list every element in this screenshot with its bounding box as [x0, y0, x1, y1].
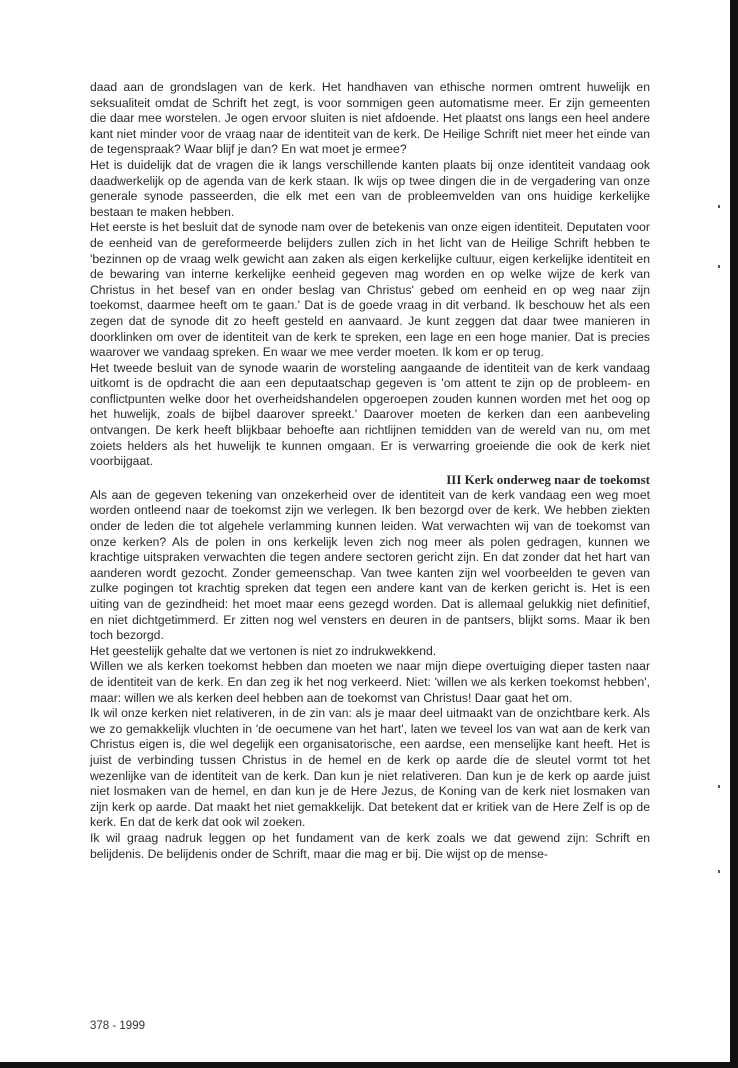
paragraph: Het tweede besluit van de synode waarin de worsteling aangaande de identiteit van de kerk vandaag uitkomt is de opdracht die aan een deputaatschap gegeven is 'om attent te zijn op de probleem- en conflictpunten welke door het overheidshandelen opgeroepen zouden kunnen worden met het oog op het huwelijk, zoals de bijbel daarover spreekt.' Daarover moeten de kerken dan een aanbeveling ontvangen. De kerk heeft blijkbaar behoefte aan richtlijnen temidden van de wereld van nu, om met zoiets helders als het huwelijk te kunnen omgaan. Er is verwarring groeiende die ook de kerk niet voorbijgaat.	[90, 360, 650, 469]
page-edge-bottom	[0, 1062, 738, 1068]
paragraph: Willen we als kerken toekomst hebben dan moeten we naar mijn diepe overtuiging dieper tasten naar de identiteit van de kerk. En dan zeg ik het nog verkeerd. Niet: 'willen we als kerken toekomst hebben', maar: willen we als kerken deel hebben aan de toekomst van Christus! Daar gaat het om.	[90, 659, 650, 705]
paragraph: daad aan de grondslagen van de kerk. Het handhaven van ethische normen omtrent huwelijk en seksualiteit omdat de Schrift het zegt, is voor sommigen geen automatisme meer. Er zijn gemeenten die daar mee worstelen. Je ogen ervoor sluiten is niet afdoende. Het plaatst ons langs een heel andere kant niet minder voor de vraag naar de identiteit van de kerk. De Heilige Schrift niet meer het einde van de tegenspraak? Waar blijf je dan? En wat moet je ermee?	[90, 80, 650, 157]
page-edge-right	[730, 0, 738, 1068]
margin-mark	[718, 265, 720, 268]
paragraph: Als aan de gegeven tekening van onzekerheid over de identiteit van de kerk vandaag een weg moet worden ontleend naar de toekomst zijn we verlegen. Ik ben bezorgd over de kerk. We hebben ziekten onder de leden die tot algehele verlamming kunnen leiden. Wat verwachten wij van de toekomst van onze kerken? Als de polen in ons kerkelijk leven zich nog meer als polen gedragen, kunnen we krachtige uitspraken verwachten die tegen andere sectoren gericht zijn. En dat zonder dat het hart van aanderen wordt gezocht. Zonder gemeenschap. Van twee kanten zijn wel voorbeelden te geven van zulke pogingen tot krachtig spreken dat tegen een andere kant van de kerken gericht is. Het is een uiting van de gezindheid: het moet maar eens gezegd worden. Dat is allemaal gelukkig niet definitief, en niet dichtgetimmerd. Er zitten nog wel vensters en deuren in de pantsers, blijkt soms. Maar ik ben toch bezorgd.	[90, 487, 650, 643]
section-heading: III Kerk onderweg naar de toekomst	[446, 471, 650, 487]
paragraph: Het is duidelijk dat de vragen die ik langs verschillende kanten plaats bij onze identiteit vandaag ook daadwerkelijk op de agenda van de kerk staan. Ik wijs op twee dingen die in de vergadering van onze generale synode passeerden, die elk met een van de probleemvelden van ons huidige kerkelijke bestaan te maken hebben.	[90, 157, 650, 219]
page-body	[90, 80, 650, 862]
paragraph: Het geestelijk gehalte dat we vertonen is niet zo indrukwekkend.	[90, 643, 437, 658]
margin-mark	[718, 205, 720, 208]
paragraph: Ik wil graag nadruk leggen op het fundament van de kerk zoals we dat gewend zijn: Schrift en belijdenis. De belijdenis onder de Schrift, maar die mag er bij. Die wijst op de mense-	[90, 830, 650, 861]
margin-mark	[718, 870, 720, 873]
margin-mark	[718, 785, 720, 788]
paragraph: Ik wil onze kerken niet relativeren, in de zin van: als je maar deel uitmaakt van de onzichtbare kerk. Als we zo gemakkelijk vluchten in 'de oecumene van het hart', laten we teveel los van wat aan de kerk van Christus eigen is, die wel degelijk een organisatorische, een aardse, een menselijke kant heeft. Het is juist de verbinding tussen Christus in de hemel en de kerk op aarde die de sleutel vormt tot het wezenlijke van de identiteit van de kerk. Dan kun je niet relativeren. Dan kun je de kerk op aarde juist niet losmaken van de hemel, en dan kun je de Here Jezus, de Koning van de kerk niet losmaken van zijn kerk op aarde. Dat maakt het niet gemakkelijk. Dat betekent dat er kritiek van de Here Zelf is op de kerk. En dat de kerk dat ook wil zoeken.	[90, 706, 650, 830]
page-number: 378 - 1999	[90, 1020, 145, 1032]
paragraph: Het eerste is het besluit dat de synode nam over de betekenis van onze eigen identiteit. Deputaten voor de eenheid van de gereformeerde belijders zullen zich in het licht van de Heilige Schrift hebben te 'bezinnen op de vraag welk gewicht aan zaken als eigen kerkelijke cultuur, eigen kerkelijke identiteit en de bewaring van interne kerkelijke eenheid gegeven mag worden en op welke wijze de kerk van Christus in het besef van en onder beslag van Christus' gebed om eenheid en op weg naar zijn toekomst, daarmee heeft om te gaan.' Dat is de goede vraag in dit verband. Ik beschouw het als een zegen dat de synode dit zo heeft gesteld en aanvaard. Je kunt zeggen dat daar twee manieren in doorklinken om over de identiteit van de kerk te spreken, een lage en een hoge manier. Dat is precies waarover we vandaag spreken. En waar we mee verder moeten. Ik kom er op terug.	[90, 220, 650, 360]
